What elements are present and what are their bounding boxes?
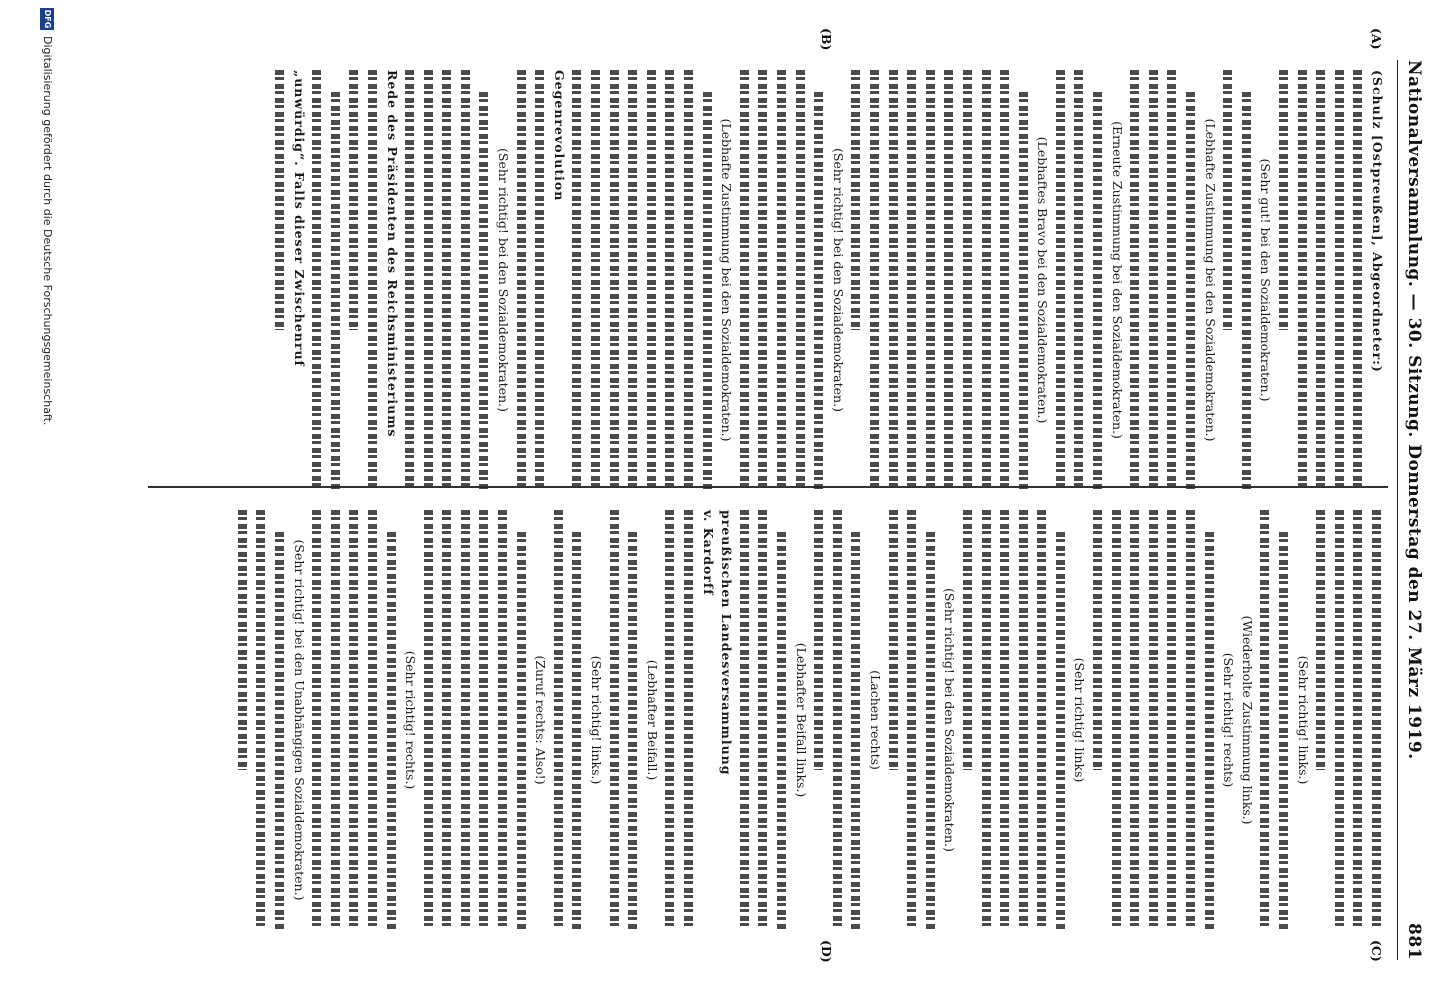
- interjection: (Sehr richtig! links.): [589, 655, 605, 785]
- interjection: (Lebhafter Beifall.): [644, 659, 660, 781]
- interjection: (Lachen rechts): [867, 670, 883, 770]
- text-line: [419, 70, 438, 490]
- text-line: [624, 70, 643, 490]
- text-line: [921, 70, 940, 490]
- text-line: [1089, 510, 1108, 770]
- interjection: (Sehr richtig! links.): [1295, 655, 1311, 785]
- text-line: [624, 532, 643, 930]
- text-line: [494, 510, 513, 930]
- text-line: [1181, 92, 1200, 490]
- text-line: [1200, 532, 1219, 930]
- text-line: [1349, 510, 1368, 930]
- page-number: 881: [1404, 923, 1424, 960]
- text-line: [1330, 510, 1349, 930]
- left-column: [270, 70, 1386, 490]
- text-line: [1312, 70, 1331, 490]
- footer-credit: Digitalisierung gefördert durch die Deutsche Forschungsgemeinschaft.: [41, 36, 54, 426]
- text-line: [679, 70, 698, 490]
- text-line: [661, 70, 680, 490]
- text-line: [586, 70, 605, 490]
- interjection: (Sehr richtig! bei den Unabhängigen Sozialdemokraten.): [291, 539, 307, 901]
- text-line: [1051, 70, 1070, 490]
- text-line: [661, 510, 680, 930]
- text-line: [233, 510, 252, 770]
- text-line: [810, 510, 829, 770]
- text-line: [754, 510, 773, 930]
- text-line: [475, 92, 494, 490]
- speaker-tag: (Schulz [Ostpreußen], Abgeordneter:): [1370, 70, 1385, 373]
- header-title: Nationalversammlung. — 30. Sitzung. Donnerstag den 27. März 1919.: [1404, 60, 1424, 760]
- text-line: [1144, 70, 1163, 490]
- bold-phrase: v. Kardorff: [700, 510, 716, 596]
- text-line: [958, 70, 977, 490]
- text-line: [735, 510, 754, 930]
- text-line: [605, 70, 624, 490]
- interjection: (Sehr richtig! bei den Sozialdemokraten.): [496, 148, 512, 412]
- text-line: [977, 510, 996, 930]
- text-line: [772, 532, 791, 930]
- text-line: [382, 532, 401, 930]
- text-line: [1330, 70, 1349, 490]
- text-line: [884, 70, 903, 490]
- text-line: [252, 510, 271, 930]
- interjection: (Erneute Zustimmung bei den Sozialdemokraten.): [1109, 121, 1125, 439]
- text-line: [308, 70, 327, 490]
- text-line: [1219, 70, 1238, 330]
- text-line: [921, 532, 940, 930]
- margin-letter-b: (B): [819, 28, 834, 51]
- text-line: [308, 510, 327, 930]
- text-line: [1181, 510, 1200, 930]
- text-line: [568, 70, 587, 490]
- bold-phrase: Rede des Präsidenten des Reichsministeriums: [384, 70, 400, 438]
- text-line: [326, 92, 345, 490]
- margin-letter-d: (D): [819, 940, 834, 963]
- text-line: [735, 70, 754, 490]
- text-line: [512, 70, 531, 490]
- interjection: (Zuruf rechts: Also!): [533, 655, 549, 785]
- text-line: [903, 70, 922, 490]
- text-line: [642, 70, 661, 490]
- text-line: [1144, 510, 1163, 930]
- bold-phrase: „unwürdig“. Falls dieser Zwischenruf: [291, 70, 307, 367]
- text-line: [363, 70, 382, 490]
- text-line: [605, 510, 624, 930]
- text-line: [345, 510, 364, 930]
- text-line: [1126, 70, 1145, 490]
- interjection: (Sehr richtig! bei den Sozialdemokraten.): [830, 148, 846, 412]
- text-line: [1033, 510, 1052, 930]
- text-line: [1051, 532, 1070, 930]
- dfg-logo: DFG: [40, 8, 54, 30]
- text-line: [1014, 92, 1033, 490]
- text-line: [772, 70, 791, 490]
- text-line: [438, 70, 457, 490]
- interjection: (Lebhafter Beifall links.): [793, 642, 809, 798]
- text-line: [419, 510, 438, 930]
- interjection: (Sehr richtig! links): [1072, 657, 1088, 783]
- text-line: [326, 510, 345, 930]
- text-line: [1367, 510, 1386, 930]
- bold-phrase: preußischen Landesversammlung: [719, 510, 735, 776]
- text-line: [977, 70, 996, 490]
- text-line: [940, 70, 959, 490]
- text-line: [810, 92, 829, 490]
- interjection: (Sehr richtig! bei den Sozialdemokraten.): [942, 588, 958, 852]
- text-line: [1237, 92, 1256, 490]
- text-line: [549, 510, 568, 930]
- text-line: [996, 510, 1015, 930]
- text-line: [1070, 70, 1089, 490]
- text-line: [345, 70, 364, 330]
- text-line: [1274, 532, 1293, 930]
- text-line: [884, 510, 903, 770]
- interjection: (Sehr richtig! rechts): [1221, 652, 1237, 788]
- margin-letter-c: (C): [1369, 940, 1384, 962]
- text-line: [531, 70, 550, 490]
- text-line: [1349, 70, 1368, 490]
- text-line: [903, 510, 922, 930]
- text-line: [1089, 92, 1108, 490]
- text-line: [791, 70, 810, 490]
- text-line: [754, 70, 773, 490]
- text-line: [456, 70, 475, 490]
- bold-phrase: Gegenrevolution: [551, 70, 567, 202]
- text-line: [1014, 510, 1033, 930]
- text-line: [847, 70, 866, 330]
- text-line: [568, 532, 587, 930]
- text-line: [865, 70, 884, 490]
- footer: [32, 0, 62, 1000]
- text-line: [401, 70, 420, 490]
- text-line: [958, 510, 977, 770]
- text-line: [1293, 70, 1312, 490]
- interjection: (Lebhafte Zustimmung bei den Sozialdemokraten.): [719, 118, 735, 442]
- interjection: (Sehr gut! bei den Sozialdemokraten.): [1258, 158, 1274, 402]
- text-line: [270, 70, 289, 330]
- text-line: [475, 510, 494, 930]
- text-line: [270, 532, 289, 930]
- running-header: [1397, 60, 1424, 960]
- text-line: [828, 510, 847, 930]
- text-line: [1107, 510, 1126, 930]
- text-line: [1274, 70, 1293, 330]
- text-line: [512, 532, 531, 930]
- text-line: [847, 532, 866, 930]
- text-line: [1126, 510, 1145, 930]
- text-line: [363, 510, 382, 930]
- interjection: (Lebhaftes Bravo bei den Sozialdemokraten.): [1035, 136, 1051, 424]
- interjection: (Lebhafte Zustimmung bei den Sozialdemokraten.): [1202, 118, 1218, 442]
- margin-letter-a: (A): [1369, 28, 1384, 50]
- text-line: [698, 92, 717, 490]
- text-line: [679, 510, 698, 930]
- text-line: [1163, 70, 1182, 490]
- text-line: [438, 510, 457, 930]
- interjection: (Sehr richtig! rechts.): [403, 650, 419, 790]
- right-column: [233, 510, 1386, 930]
- text-line: [456, 510, 475, 930]
- interjection: (Wiederholte Zustimmung links.): [1239, 615, 1255, 825]
- text-line: [996, 70, 1015, 490]
- text-line: [1312, 510, 1331, 770]
- text-line: [1256, 510, 1275, 930]
- text-line: [1163, 510, 1182, 930]
